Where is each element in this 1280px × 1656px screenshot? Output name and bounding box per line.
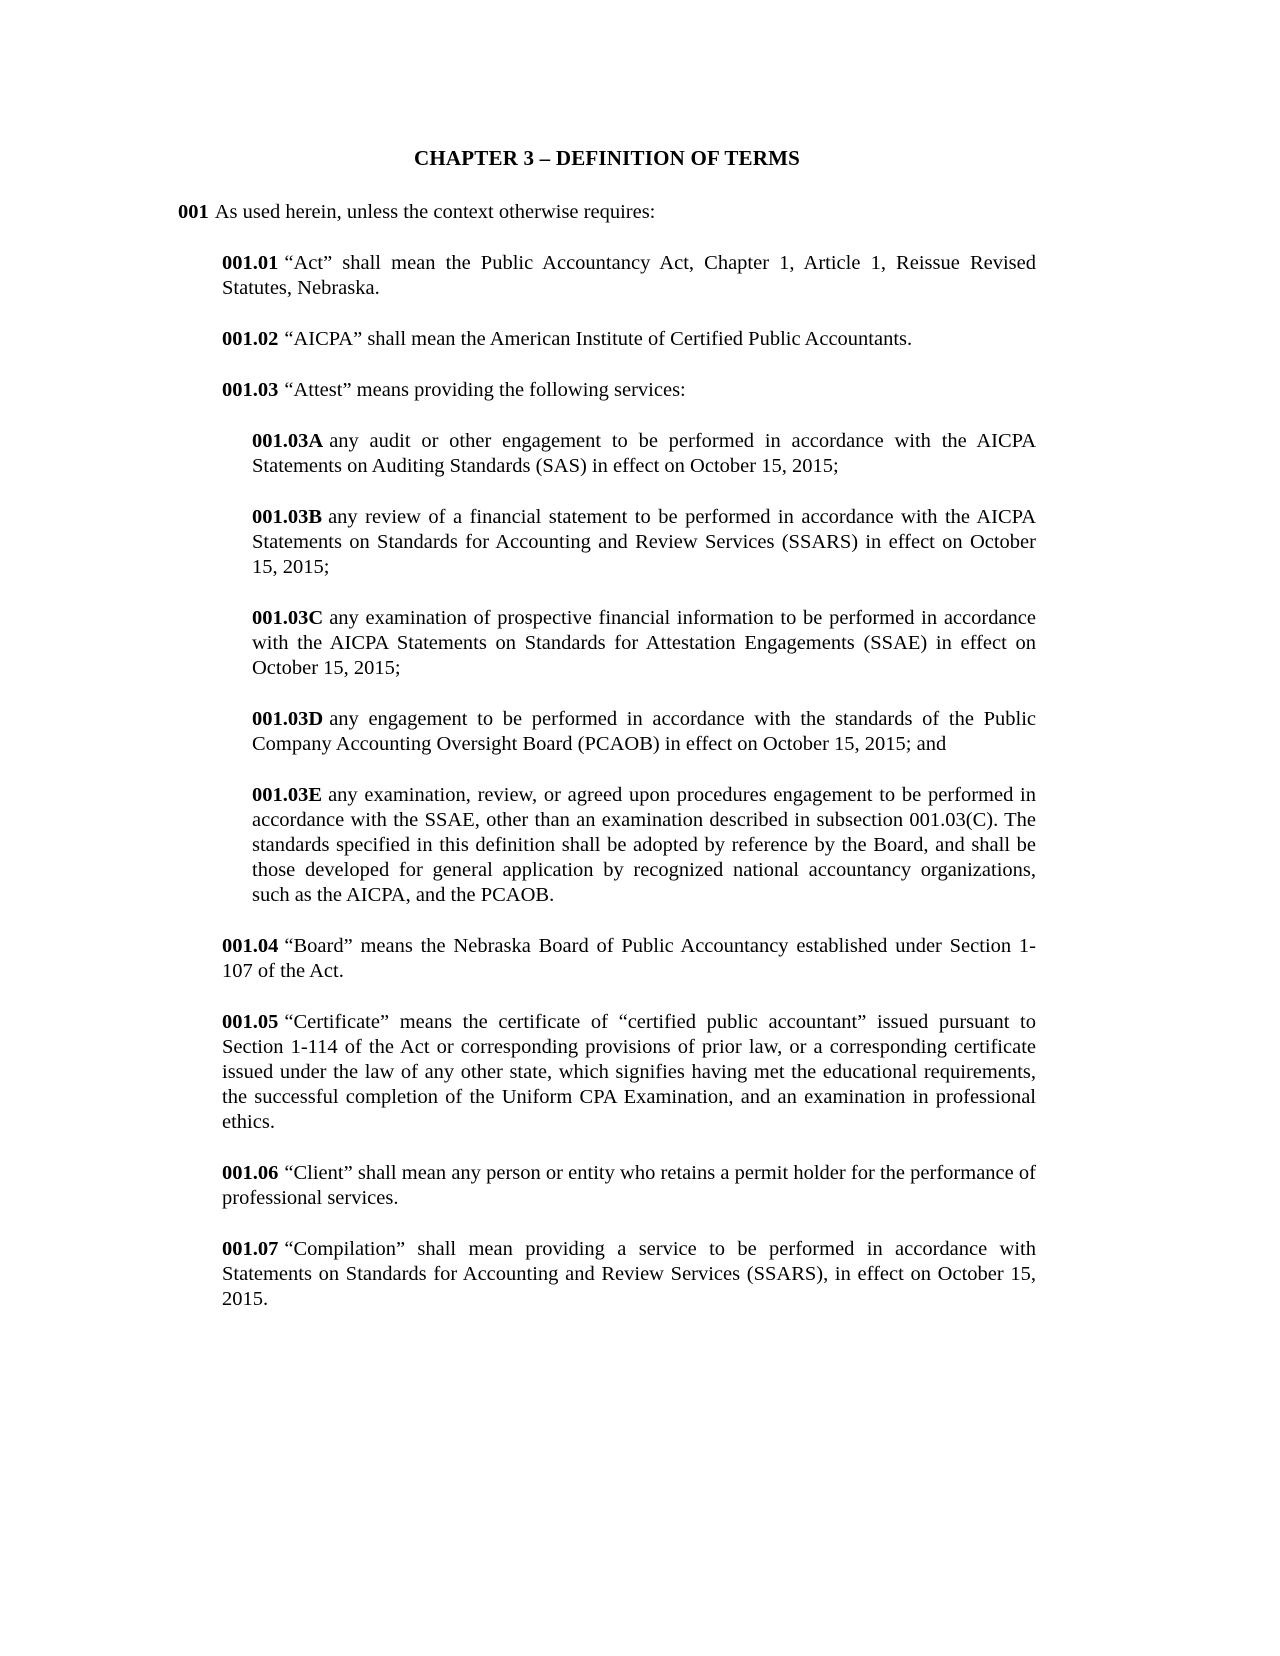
- section-paragraph-001-03: [222, 378, 1036, 403]
- section-paragraph-001-07: [222, 1237, 1036, 1312]
- section-paragraph-intro: [178, 200, 1036, 225]
- section-number: 001.02: [222, 328, 279, 350]
- section-text: “AICPA” shall mean the American Institute of Certified Public Accountants.: [284, 328, 913, 350]
- section-text: any examination, review, or agreed upon procedures engagement to be performed in accordance with the SSAE, other than an examination described in subsection 001.03(C). The standards specified in this definition shall be adopted by reference by the Board, and shall be those developed for general application by recognized national accountancy organizations, such as the AICPA, and the PCAOB.: [252, 784, 1036, 906]
- section-paragraph-001-03A: [252, 429, 1036, 479]
- section-number: 001: [178, 201, 209, 223]
- section-paragraph-001-03E: [252, 783, 1036, 908]
- section-text: “Client” shall mean any person or entity who retains a permit holder for the performance of professional services.: [222, 1162, 1036, 1209]
- section-text: “Board” means the Nebraska Board of Public Accountancy established under Section 1-107 of the Act.: [222, 935, 1036, 982]
- section-number: 001.04: [222, 935, 279, 957]
- section-number: 001.07: [222, 1238, 279, 1260]
- section-paragraph-001-03D: [252, 707, 1036, 757]
- section-text: “Compilation” shall mean providing a service to be performed in accordance with Statements on Standards for Accounting and Review Services (SSARS), in effect on October 15, 2015.: [222, 1238, 1036, 1310]
- section-number: 001.03E: [252, 784, 323, 806]
- section-number: 001.03A: [252, 430, 324, 452]
- section-number: 001.01: [222, 252, 279, 274]
- section-number: 001.03: [222, 379, 279, 401]
- section-number: 001.03B: [252, 506, 323, 528]
- section-paragraph-001-01: [222, 251, 1036, 301]
- section-text: any examination of prospective financial information to be performed in accordance with the AICPA Statements on Standards for Attestation Engagements (SSAE) in effect on October 15, 2015;: [252, 607, 1036, 679]
- chapter-title: CHAPTER 3 – DEFINITION OF TERMS: [414, 146, 800, 170]
- section-number: 001.03C: [252, 607, 324, 629]
- section-paragraph-001-05: [222, 1010, 1036, 1135]
- section-text: any review of a financial statement to be performed in accordance with the AICPA Statements on Standards for Accounting and Review Services (SSARS) in effect on October 15, 2015;: [252, 506, 1036, 578]
- section-number: 001.05: [222, 1011, 279, 1033]
- section-paragraph-001-04: [222, 934, 1036, 984]
- section-paragraph-001-02: [222, 327, 1036, 352]
- section-text: As used herein, unless the context otherwise requires:: [214, 201, 656, 223]
- section-paragraph-001-03C: [252, 606, 1036, 681]
- section-number: 001.06: [222, 1162, 279, 1184]
- section-paragraph-001-06: [222, 1161, 1036, 1211]
- section-text: any engagement to be performed in accordance with the standards of the Public Company Accounting Oversight Board (PCAOB) in effect on October 15, 2015; and: [252, 708, 1036, 755]
- section-number: 001.03D: [252, 708, 324, 730]
- section-text: “Certificate” means the certificate of “certified public accountant” issued pursuant to Section 1-114 of the Act or corresponding provisions of prior law, or a corresponding certificate issued under the law of any other state, which signifies having met the educational requirements, the successful completion of the Uniform CPA Examination, and an examination in professional ethics.: [222, 1011, 1036, 1133]
- section-text: any audit or other engagement to be performed in accordance with the AICPA Statements on Auditing Standards (SAS) in effect on October 15, 2015;: [252, 430, 1036, 477]
- section-paragraph-001-03B: [252, 505, 1036, 580]
- section-text: “Attest” means providing the following services:: [284, 379, 686, 401]
- section-text: “Act” shall mean the Public Accountancy Act, Chapter 1, Article 1, Reissue Revised Statutes, Nebraska.: [222, 252, 1036, 299]
